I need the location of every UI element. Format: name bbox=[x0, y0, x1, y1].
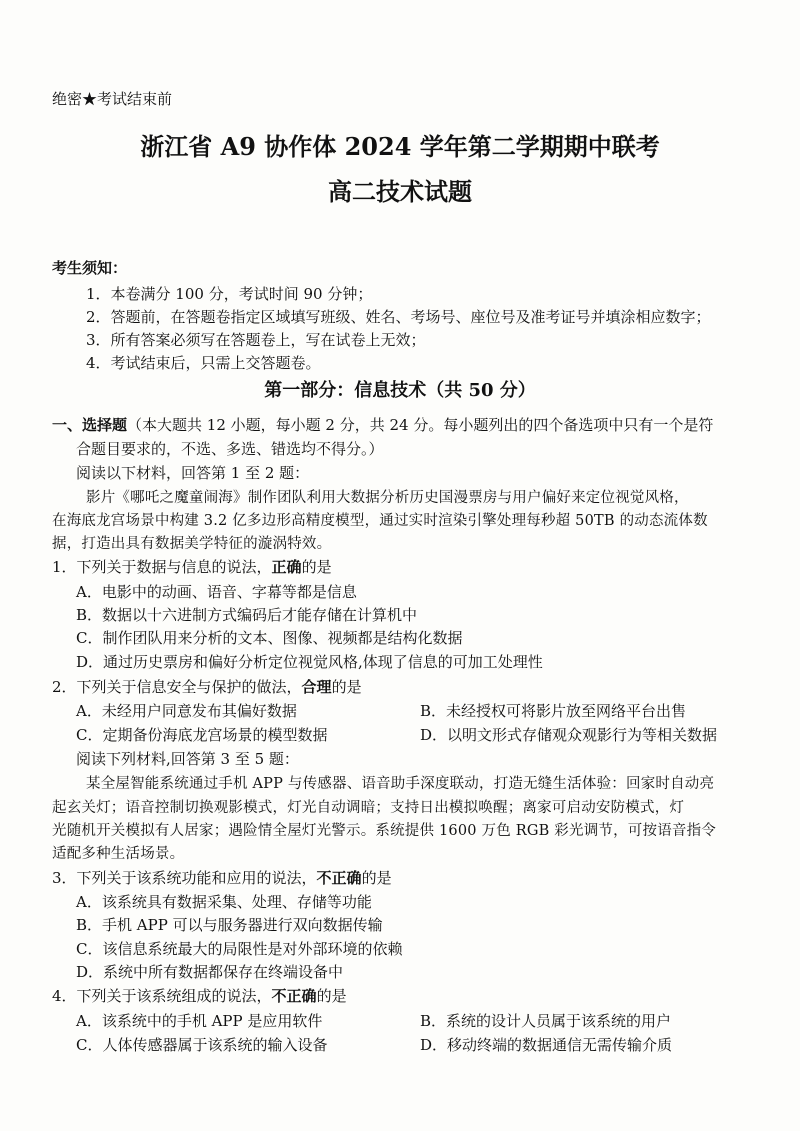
stem-text: 4．下列关于该系统组成的说法， bbox=[52, 987, 272, 1005]
option-c: C．该信息系统最大的局限性是对外部环境的依赖 bbox=[76, 940, 403, 958]
material-line: 光随机开关模拟有人居家；遇险情全屋灯光警示。系统提供 1600 万色 RGB 彩光调节，可按语音指令 bbox=[52, 823, 716, 839]
question-4-stem bbox=[52, 985, 347, 1006]
option-a: A．该系统中的手机 APP 是应用软件 bbox=[76, 1012, 323, 1030]
section-intro bbox=[52, 414, 713, 435]
stem-text: 2．下列关于信息安全与保护的做法， bbox=[52, 678, 302, 696]
stem-text: 的是 bbox=[316, 987, 347, 1005]
material-line: 据，打造出具有数据美学特征的漩涡特效。 bbox=[52, 536, 332, 552]
material-intro: 阅读下列材料,回答第 3 至 5 题： bbox=[76, 750, 299, 768]
stem-emphasis: 不正确 bbox=[271, 987, 317, 1005]
option-c: C．制作团队用来分析的文本、图像、视频都是结构化数据 bbox=[76, 629, 463, 647]
stem-text: 3．下列关于该系统功能和应用的说法， bbox=[52, 869, 317, 887]
stem-text: 的是 bbox=[301, 558, 332, 576]
confidential-label: 绝密★考试结束前 bbox=[52, 90, 173, 108]
option-c: C．定期备份海底龙宫场景的模型数据 bbox=[76, 726, 328, 744]
material-line: 影片《哪吒之魔童闹海》制作团队利用大数据分析历史国漫票房与用户偏好来定位视觉风格， bbox=[86, 490, 689, 506]
option-d: D．移动终端的数据通信无需传输介质 bbox=[420, 1036, 673, 1054]
exam-subtitle: 高二技术试题 bbox=[328, 177, 472, 206]
notice-heading: 考生须知： bbox=[52, 259, 128, 277]
option-b: B．数据以十六进制方式编码后才能存储在计算机中 bbox=[76, 606, 418, 624]
stem-emphasis: 正确 bbox=[271, 558, 302, 576]
option-d: D．通过历史票房和偏好分析定位视觉风格,体现了信息的可加工处理性 bbox=[76, 653, 543, 671]
question-1-stem bbox=[52, 556, 332, 577]
notice-item: 3．所有答案必须写在答题卷上，写在试卷上无效； bbox=[86, 331, 426, 349]
section-desc: （本大题共 12 小题，每小题 2 分，共 24 分。每小题列出的四个备选项中只有一个是符 bbox=[127, 416, 714, 434]
question-3-stem bbox=[52, 867, 392, 888]
option-d: D．系统中所有数据都保存在终端设备中 bbox=[76, 963, 344, 981]
option-d: D．以明文形式存储观众观影行为等相关数据 bbox=[420, 726, 718, 744]
option-b: B．手机 APP 可以与服务器进行双向数据传输 bbox=[76, 916, 383, 934]
material-line: 在海底龙宫场景中构建 3.2 亿多边形高精度模型，通过实时渲染引擎处理每秒超 50TB 的动态流体数 bbox=[52, 513, 708, 529]
question-2-stem bbox=[52, 676, 362, 697]
notice-item: 4．考试结束后，只需上交答题卷。 bbox=[86, 354, 321, 372]
stem-text: 的是 bbox=[361, 869, 392, 887]
material-intro: 阅读以下材料，回答第 1 至 2 题： bbox=[76, 464, 310, 482]
option-a: A．电影中的动画、语音、字幕等都是信息 bbox=[76, 583, 357, 601]
stem-text: 1．下列关于数据与信息的说法， bbox=[52, 558, 272, 576]
part-heading: 第一部分：信息技术（共 50 分） bbox=[264, 380, 536, 401]
material-line: 起玄关灯；语音控制切换观影模式，灯光自动调暗；支持日出模拟唤醒；离家可启动安防模式，灯 bbox=[52, 800, 685, 816]
stem-text: 的是 bbox=[331, 678, 362, 696]
notice-item: 2．答题前，在答题卷指定区域填写班级、姓名、考场号、座位号及准考证号并填涂相应数字； bbox=[86, 308, 711, 326]
option-a: A．未经用户同意发布其偏好数据 bbox=[76, 702, 297, 720]
option-b: B．未经授权可将影片放至网络平台出售 bbox=[420, 702, 687, 720]
material-line: 某全屋智能系统通过手机 APP 与传感器、语音助手深度联动，打造无缝生活体验：回家时自动亮 bbox=[86, 776, 715, 792]
section-desc-cont: 合题目要求的，不选、多选、错选均不得分。） bbox=[76, 440, 384, 458]
option-a: A．该系统具有数据采集、处理、存储等功能 bbox=[76, 893, 372, 911]
section-label: 一、选择题 bbox=[52, 416, 128, 434]
option-b: B．系统的设计人员属于该系统的用户 bbox=[420, 1012, 672, 1030]
exam-title: 浙江省 A9 协作体 2024 学年第二学期期中联考 bbox=[140, 132, 660, 161]
stem-emphasis: 合理 bbox=[301, 678, 332, 696]
notice-item: 1．本卷满分 100 分，考试时间 90 分钟； bbox=[86, 285, 373, 303]
stem-emphasis: 不正确 bbox=[316, 869, 362, 887]
material-line: 适配多种生活场景。 bbox=[52, 846, 185, 862]
option-c: C．人体传感器属于该系统的输入设备 bbox=[76, 1036, 328, 1054]
